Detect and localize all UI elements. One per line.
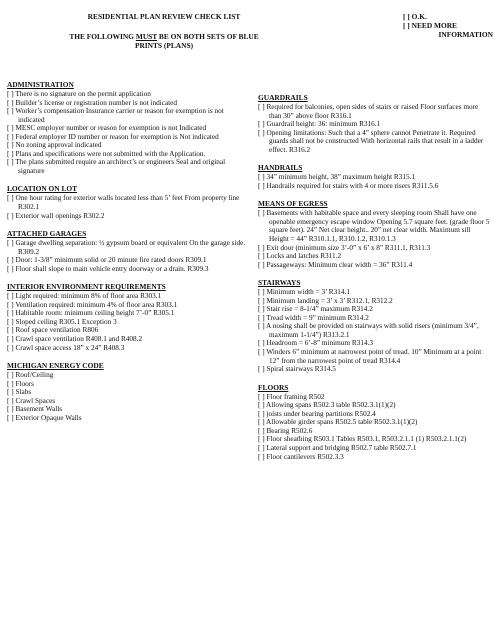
- checklist-item[interactable]: [ ] Required for balconies, open sides of stairs or raised Floor surfaces more than 30” above floor R316.1: [258, 103, 479, 120]
- checklist-item[interactable]: [ ] A nosing shall be provided on stairways with solid risers (minimum 3/4”, maximum 1-1/4”) R313.2.1: [258, 322, 479, 339]
- section-heading: INTERIOR ENVIRONMENT REQUIREMENTS: [7, 282, 166, 292]
- section-heading: LOCATION ON LOT: [7, 184, 78, 194]
- title-line-2: [14, 32, 314, 41]
- legend-information: INFORMATION: [438, 30, 493, 40]
- checklist-item[interactable]: [ ] Allowable girder spans R502.5 table R502.3.1(1)(2): [258, 418, 418, 427]
- section-interior-environment-requirements: [7, 282, 252, 352]
- checklist-item[interactable]: [ ] Exit door (minimum size 3’-0” x 6’ x 8” R311.1, R311.3: [258, 243, 431, 252]
- section-heading: ATTACHED GARAGES: [7, 229, 87, 239]
- checklist-item[interactable]: [ ] Spiral stairways R314.5: [258, 365, 336, 374]
- checklist-item[interactable]: [ ] Guardrail height: 36: minimum R316.1: [258, 120, 381, 129]
- checklist-item[interactable]: [ ] Exterior Opaque Walls: [7, 413, 82, 422]
- checklist-item[interactable]: [ ] Floor sheathing R503.1 Tables R503.1, R503.2.1.1 (1) R503.2.1.1(2): [258, 435, 467, 444]
- checklist-item[interactable]: [ ] Tread width = 9” minimum R314.2: [258, 313, 369, 322]
- section-attached-garages: [7, 229, 252, 273]
- checklist-item[interactable]: [ ] Minimum landing = 3’ x 3’ R312.1, R312.2: [258, 296, 393, 305]
- checklist-item[interactable]: [ ] Builder’s license or registration number is not indicated: [7, 98, 177, 107]
- checklist-item[interactable]: [ ] Federal employer ID number or reason for exemption is Not indicated: [7, 132, 219, 141]
- checklist-item[interactable]: [ ] Slabs: [7, 388, 32, 397]
- left-column: [7, 80, 252, 431]
- checklist-item[interactable]: [ ] Crawl space ventilation R408.1 and R408.2: [7, 335, 143, 344]
- legend-need-more: [ ] NEED MORE: [403, 21, 457, 31]
- title-line-3: PRINTS (PLANS): [134, 41, 194, 51]
- document-title: [14, 12, 314, 51]
- title-line-1: RESIDENTIAL PLAN REVIEW CHECK LIST: [87, 12, 241, 21]
- section-michigan-energy-code: [7, 361, 252, 422]
- checklist-item[interactable]: [ ] joists under bearing partitions R502.4: [258, 409, 376, 418]
- checklist-item[interactable]: [ ] 34” minimum height, 38” maximum height R315.1: [258, 173, 416, 182]
- section-floors: [258, 383, 490, 461]
- checklist-item[interactable]: [ ] Exterior wall openings R302.2: [7, 211, 105, 220]
- checklist-item[interactable]: [ ] Worker’s compensation Insurance carrier or reason for exemption is not indicated: [7, 107, 224, 124]
- checklist-item[interactable]: [ ] Stair rise = 8-1/4” maximum R314.2: [258, 305, 373, 314]
- checklist-item[interactable]: [ ] The plans submitted require an architect’s or engineers Seal and original signature: [7, 158, 226, 175]
- section-means-of-egress: [258, 199, 490, 269]
- section-stairways: [258, 278, 490, 373]
- checklist-item[interactable]: [ ] Headroom = 6’-8” minimum R314.3: [258, 339, 374, 348]
- right-column: [258, 93, 490, 470]
- section-handrails: [258, 163, 490, 190]
- checklist-item[interactable]: [ ] Ventilation required: minimum 4% of floor area R303.1: [7, 300, 178, 309]
- checklist-item[interactable]: [ ] Crawl Spaces: [7, 396, 56, 405]
- checklist-item[interactable]: [ ] Sloped ceiling R305.1 Exception 3: [7, 317, 117, 326]
- section-guardrails: [258, 93, 490, 154]
- section-heading: HANDRAILS: [258, 163, 303, 173]
- checklist-item[interactable]: [ ] Plans and specifications were not submitted with the Application.: [7, 149, 206, 158]
- checklist-item[interactable]: [ ] Passageways: Minimum clear width = 36” R311.4: [258, 260, 413, 269]
- checklist-item[interactable]: [ ] There is no signature on the permit application: [7, 90, 151, 98]
- checklist-item[interactable]: [ ] MESC employer number or reason for exemption is not Indicated: [7, 124, 207, 133]
- checklist-item[interactable]: [ ] Floor framing R502: [258, 392, 325, 401]
- section-location-on-lot: [7, 184, 252, 220]
- checklist-item[interactable]: [ ] Opening limitations: Such that a 4” sphere cannot Penetrate it. Required guards shall not be constructed With horizontal rails that result in a ladder effect. R316.2: [258, 128, 484, 154]
- section-heading: MEANS OF EGRESS: [258, 199, 328, 209]
- checklist-item[interactable]: [ ] Bearing R502.6: [258, 426, 313, 435]
- checklist-item[interactable]: [ ] Floor cantilevers R502.3.3: [258, 452, 344, 461]
- checklist-item[interactable]: [ ] Minimum width = 3’ R314.1: [258, 288, 350, 297]
- checklist-item[interactable]: [ ] Crawl space access 18” x 24” R408.3: [7, 343, 125, 352]
- checklist-item[interactable]: [ ] Locks and latches R311.2: [258, 252, 342, 261]
- checklist-item[interactable]: [ ] Light required: minimum 8% of floor area R303.1: [7, 292, 162, 301]
- title-line-2-pre: THE FOLLOWING: [69, 32, 136, 42]
- section-administration: [7, 80, 252, 175]
- checklist-item[interactable]: [ ] Allowing spans R502.3 table R502.3.1(1)(2): [258, 401, 396, 410]
- checklist-item[interactable]: [ ] Habitable room: minimum ceiling height 7’-0” R305.1: [7, 309, 175, 318]
- title-must: MUST: [135, 32, 158, 42]
- checklist-item[interactable]: [ ] Winders 6” minimum at narrowest point of tread. 10” Minimum at a point 12” from the narrowest point of tread R314.4: [258, 348, 482, 365]
- title-line-2-post: BE ON BOTH SETS OF BLUE: [157, 32, 259, 42]
- legend-ok: [ ] O.K.: [403, 12, 427, 21]
- checklist-item[interactable]: [ ] Handrails required for stairs with 4 or more risers R311.5.6: [258, 181, 439, 190]
- checklist-item[interactable]: [ ] Roof space ventilation R806: [7, 326, 99, 335]
- section-heading: ADMINISTRATION: [7, 80, 74, 89]
- section-heading: FLOORS: [258, 382, 289, 392]
- status-legend: [403, 12, 493, 40]
- checklist-item[interactable]: [ ] Basement Walls: [7, 405, 63, 414]
- checklist-item[interactable]: [ ] Floor shall slope to main vehicle entry doorway or a drain. R309.3: [7, 264, 209, 273]
- checklist-item[interactable]: [ ] Basements with habitable space and every sleeping room Shall have one openable emergency escape window Opening 5.7 square feet. (grade floor 5 square feet). 24” Net clear height.. 20” net clear width. Maximum sill Height = 44” R310.1.1, R310.1.2, R310.1.3: [258, 209, 490, 244]
- checklist-item[interactable]: [ ] Floors: [7, 379, 34, 388]
- checklist-item[interactable]: [ ] Garage dwelling separation: ½ gypsum board or equivalent On the garage side. R309.2: [7, 239, 246, 256]
- section-heading: STAIRWAYS: [258, 278, 301, 288]
- checklist-item[interactable]: [ ] Door: 1-3/8” minimum solid or 20 minute fire rated doors R309.1: [7, 256, 207, 265]
- section-heading: GUARDRAILS: [258, 93, 308, 102]
- section-heading: MICHIGAN ENERGY CODE: [7, 361, 104, 371]
- checklist-item[interactable]: [ ] One hour rating for exterior walls located less than 5’ feet From property line R302.1: [7, 194, 240, 212]
- checklist-item[interactable]: [ ] No zoning approval indicated: [7, 141, 102, 150]
- checklist-item[interactable]: [ ] Lateral support and bridging R502.7 table R502.7.1: [258, 443, 417, 452]
- checklist-item[interactable]: [ ] Roof/Ceiling: [7, 371, 54, 380]
